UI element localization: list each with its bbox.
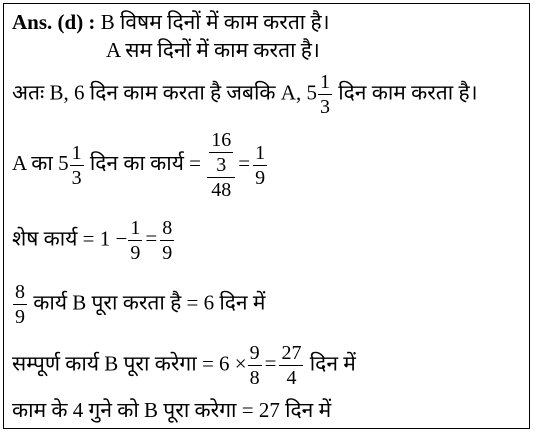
answer-text: B विषम दिनों में काम करता है। (100, 10, 330, 34)
b-total-pre: सम्पूर्ण कार्य B पूरा करेगा = 6 × (12, 351, 247, 376)
fraction-eight-ninths: $\frac{8}{9}$ (162, 217, 173, 264)
four-times-text: काम के 4 गुने को B पूरा करेगा = 27 दिन में (12, 398, 332, 422)
line-four-times (12, 398, 331, 422)
fraction-eight-ninths-b: $\frac{8}{9}$ (15, 281, 25, 328)
fraction-mixed-third: $\frac{1}{3}$ (71, 141, 82, 189)
answer-label: Ans. (d) : (12, 10, 96, 34)
fraction-nine-eighths: $\frac{9}{8}$ (249, 342, 260, 389)
therefore-text: अतः B, 6 दिन काम करता है जबकि A, 5 (12, 80, 317, 105)
line-therefore (12, 72, 478, 117)
a-work-mid: दिन का कार्य = (89, 150, 201, 175)
fraction-27-4: $\frac{27}{4}$ (281, 342, 302, 389)
top-edge (0, 0, 536, 2)
line-b-total (12, 343, 356, 388)
b-total-post: दिन में (309, 351, 356, 376)
fraction-one-ninth-b: $\frac{1}{9}$ (130, 217, 141, 264)
line-a-work (12, 130, 268, 200)
line-remaining-work (12, 218, 175, 263)
line-a-even-days (106, 38, 320, 62)
a-even-days-text: A सम दिनों में काम करता है। (106, 38, 320, 62)
therefore-post: दिन काम करता है। (338, 80, 478, 105)
a-work-pre: A का 5 (12, 150, 69, 175)
equals-sign: = (145, 226, 158, 251)
fraction-one-third: $\frac{1}{3}$ (319, 71, 330, 118)
line-b-completes (12, 282, 265, 327)
equals-sign: = (238, 150, 251, 175)
equals-sign: = (264, 351, 277, 376)
b-completes-text: कार्य B पूरा करता है = 6 दिन में (33, 290, 266, 315)
line-answer (12, 10, 330, 34)
fraction-compound: $\frac{\frac{16}{3}}{48}$ (207, 130, 235, 200)
fraction-one-ninth: $\frac{1}{9}$ (255, 141, 266, 189)
remaining-pre: शेष कार्य = 1 − (12, 226, 128, 251)
